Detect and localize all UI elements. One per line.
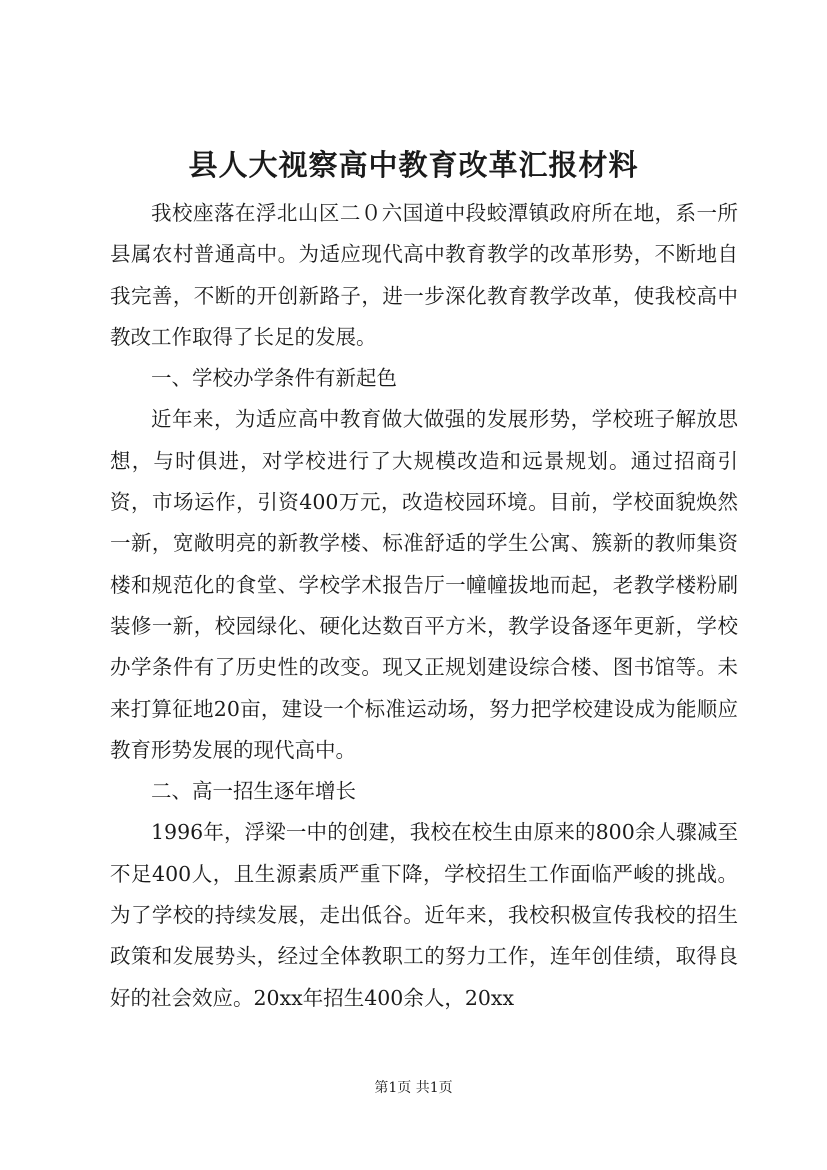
paragraph-intro: 我校座落在浮北山区二０六国道中段蛟潭镇政府所在地，系一所县属农村普通高中。为适应现代高中教育教学的改革形势，不断地自我完善，不断的开创新路子，进一步深化教育教学改革，使我校高中教改工作取得了长足的发展。	[110, 201, 738, 349]
page-footer: 第1页 共1页	[374, 1080, 453, 1096]
paragraph-section-2: 1996年，浮梁一中的创建，我校在校生由原来的800余人骤减至不足400人，且生源素质严重下降，学校招生工作面临严峻的挑战。为了学校的持续发展，走出低谷。近年来，我校积极宣传我校的招生政策和发展势头，经过全体教职工的努力工作，连年创佳绩，取得良好的社会效应。20xx年招生400余人，20xx	[110, 820, 738, 1010]
section-heading-2: 二、高一招生逐年增长	[151, 779, 356, 804]
section-heading-1: 一、学校办学条件有新起色	[151, 366, 397, 391]
document-body	[110, 193, 738, 1019]
paragraph-section-1: 近年来，为适应高中教育做大做强的发展形势，学校班子解放思想，与时俱进，对学校进行了大规模改造和远景规划。通过招商引资，市场运作，引资400万元，改造校园环境。目前，学校面貌焕然一新，宽敞明亮的新教学楼、标准舒适的学生公寓、簇新的教师集资楼和规范化的食堂、学校学术报告厅一幢幢拔地而起，老教学楼粉刷装修一新，校园绿化、硬化达数百平方米，教学设备逐年更新，学校办学条件有了历史性的改变。现又正规划建设综合楼、图书馆等。未来打算征地20亩，建设一个标准运动场，努力把学校建设成为能顺应教育形势发展的现代高中。	[110, 407, 738, 762]
document-title: 县人大视察高中教育改革汇报材料	[188, 148, 639, 182]
